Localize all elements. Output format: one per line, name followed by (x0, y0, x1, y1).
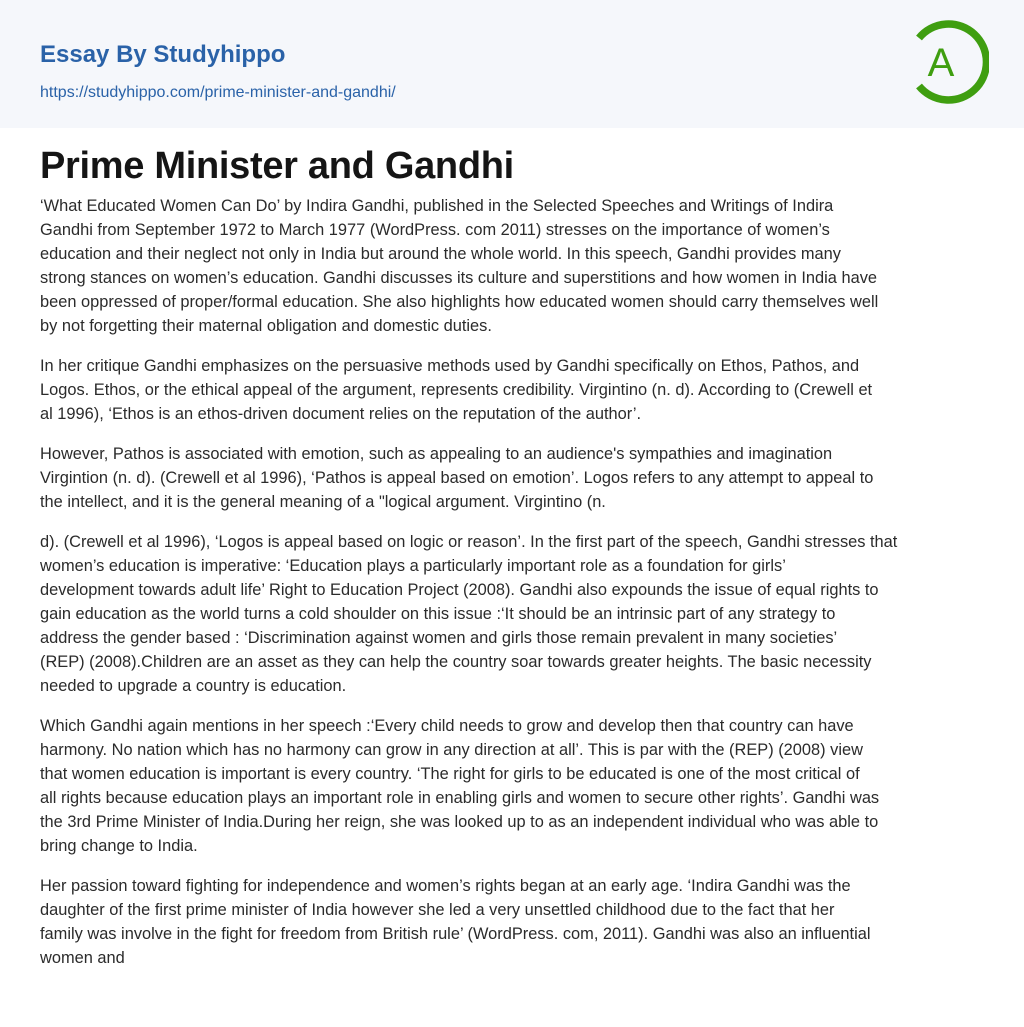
essay-paragraph (40, 530, 1000, 698)
logo-letter: A (927, 41, 955, 85)
paragraph-line: education and their neglect not only in India but around the whole world. In this speech, Gandhi provides many (40, 245, 841, 263)
paragraph-line: al 1996), ‘Ethos is an ethos-driven document relies on the reputation of the author’. (40, 405, 642, 423)
paragraph-line: harmony. No nation which has no harmony can grow in any direction at all’. This is par with the (REP) (2008) view (40, 741, 863, 759)
paragraph-line: In her critique Gandhi emphasizes on the persuasive methods used by Gandhi specifically on Ethos, Pathos, and (40, 357, 860, 375)
essay-paragraph (40, 874, 1000, 970)
paragraph-line: However, Pathos is associated with emotion, such as appealing to an audience's sympathies and imagination (40, 445, 833, 463)
paragraph-line: Her passion toward fighting for independence and women’s rights began at an early age. ‘Indira Gandhi was the (40, 877, 851, 895)
paragraph-line: ‘What Educated Women Can Do’ by Indira Gandhi, published in the Selected Speeches and Writings of Indira (40, 197, 834, 215)
essay-url-link[interactable]: https://studyhippo.com/prime-minister-and-gandhi/ (40, 84, 396, 101)
paragraph-line: all rights because education plays an important role in enabling girls and women to secure other rights’. Gandhi was (40, 789, 880, 807)
essay-paragraph (40, 194, 1000, 338)
paragraph-line: strong stances on women’s education. Gandhi discusses its culture and superstitions and how women in India have (40, 269, 878, 287)
paragraph-line: bring change to India. (40, 837, 198, 855)
essay-body (40, 194, 1000, 986)
paragraph-line: d). (Crewell et al 1996), ‘Logos is appeal based on logic or reason’. In the first part of the speech, Gandhi stresses that (40, 533, 898, 551)
paragraph-line: development towards adult life’ Right to Education Project (2008). Gandhi also expounds the issue of equal rights to (40, 581, 879, 599)
essay-paragraph (40, 714, 1000, 858)
paragraph-line: been oppressed of proper/formal education. She also highlights how educated women should carry themselves well (40, 293, 879, 311)
essay-paragraph (40, 442, 1000, 514)
page-title: Prime Minister and Gandhi (40, 145, 514, 187)
studyhippo-logo-icon[interactable] (905, 18, 989, 106)
paragraph-line: address the gender based : ‘Discrimination against women and girls those remain prevalent in many societies’ (40, 629, 838, 647)
brand-title: Essay By Studyhippo (40, 41, 286, 68)
site-header (0, 0, 1024, 128)
paragraph-line: women and (40, 949, 125, 967)
paragraph-line: that women education is important is every country. ‘The right for girls to be educated is one of the most critical of (40, 765, 860, 783)
paragraph-line: Gandhi from September 1972 to March 1977 (WordPress. com 2011) stresses on the importance of women’s (40, 221, 830, 239)
paragraph-line: Which Gandhi again mentions in her speech :‘Every child needs to grow and develop then that country can have (40, 717, 854, 735)
paragraph-line: family was involve in the fight for freedom from British rule’ (WordPress. com, 2011). Gandhi was also an influential (40, 925, 871, 943)
paragraph-line: daughter of the first prime minister of India however she led a very unsettled childhood due to the fact that her (40, 901, 835, 919)
paragraph-line: women’s education is imperative: ‘Education plays a particularly important role as a foundation for girls’ (40, 557, 786, 575)
paragraph-line: the intellect, and it is the general meaning of a "logical argument. Virgintino (n. (40, 493, 606, 511)
paragraph-line: needed to upgrade a country is education. (40, 677, 347, 695)
paragraph-line: by not forgetting their maternal obligation and domestic duties. (40, 317, 492, 335)
essay-paragraph (40, 354, 1000, 426)
paragraph-line: (REP) (2008).Children are an asset as they can help the country soar towards greater heights. The basic necessity (40, 653, 872, 671)
paragraph-line: Logos. Ethos, or the ethical appeal of the argument, represents credibility. Virgintino (n. d). According to (Crewell et (40, 381, 873, 399)
paragraph-line: gain education as the world turns a cold shoulder on this issue :‘It should be an intrinsic part of any strategy to (40, 605, 836, 623)
paragraph-line: the 3rd Prime Minister of India.During her reign, she was looked up to as an independent individual who was able to (40, 813, 879, 831)
paragraph-line: Virgintion (n. d). (Crewell et al 1996), ‘Pathos is appeal based on emotion’. Logos refers to any attempt to appeal to (40, 469, 874, 487)
